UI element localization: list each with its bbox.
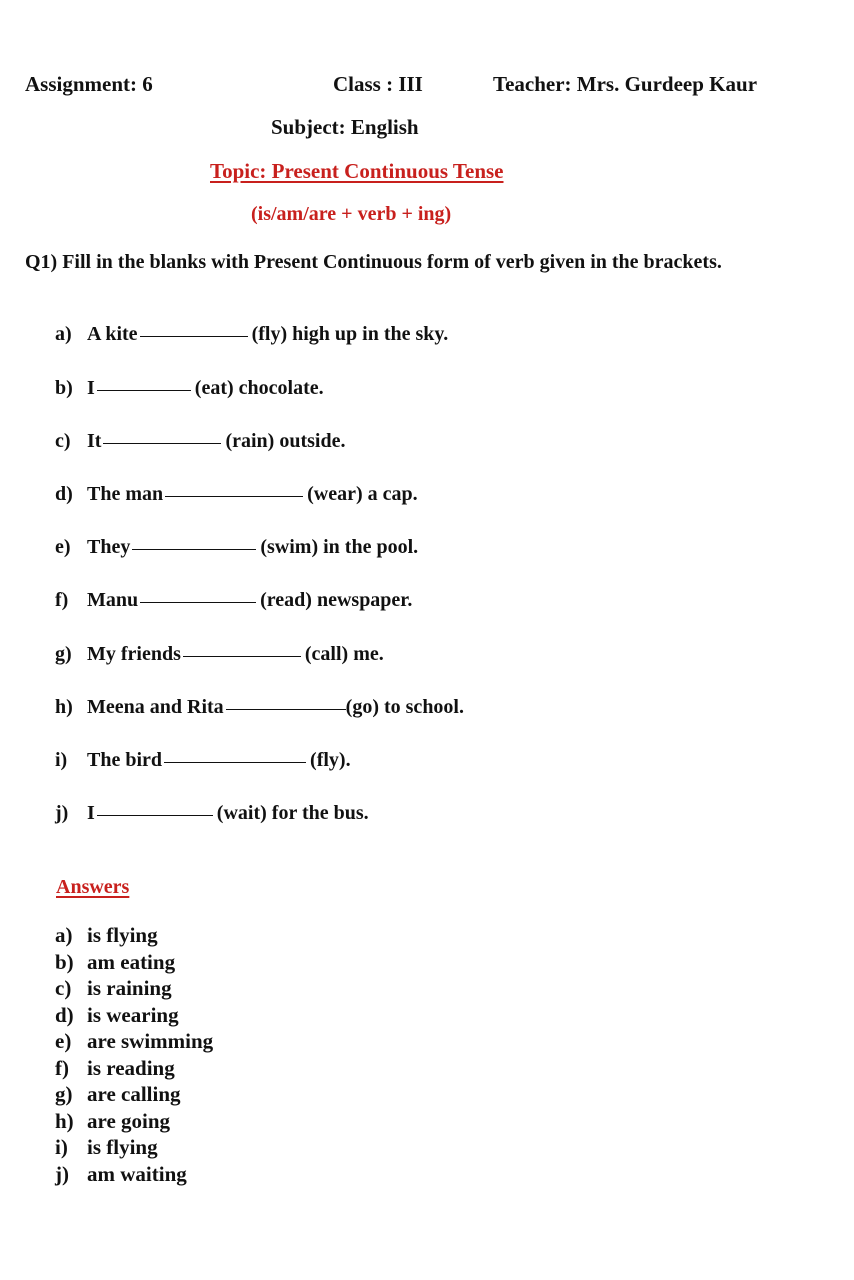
item-label: a): [55, 323, 72, 345]
answer-text: is wearing: [87, 1002, 179, 1027]
item-subject: My friends: [87, 643, 181, 665]
answer-blank[interactable]: [164, 761, 306, 763]
item-subject: I: [87, 802, 95, 824]
answers-heading: Answers: [56, 876, 130, 898]
item-subject: A kite: [87, 323, 138, 345]
answer-text: are swimming: [87, 1029, 214, 1053]
answer-text: are going: [87, 1108, 171, 1133]
answer-text: are calling: [87, 1082, 181, 1106]
item-label: j): [55, 802, 69, 824]
answer-blank[interactable]: [103, 442, 221, 444]
item-rest: (wait) for the bus.: [216, 802, 369, 824]
item-rest: (fly).: [310, 749, 351, 771]
question-item-d: [55, 483, 418, 506]
answer-label: j): [55, 1161, 69, 1186]
item-rest: (call) me.: [304, 643, 384, 665]
item-label: h): [55, 696, 73, 718]
item-subject: It: [87, 430, 102, 452]
question-item-a: [55, 323, 448, 346]
answer-item: [55, 922, 213, 949]
question-item-b: [55, 377, 324, 400]
item-subject: I: [87, 377, 95, 399]
item-subject: They: [87, 536, 131, 558]
item-label: d): [55, 483, 73, 505]
answer-text: is flying: [87, 1135, 158, 1159]
question-item-c: [55, 430, 345, 453]
item-label: g): [55, 643, 72, 665]
item-rest: (fly) high up in the sky.: [251, 323, 449, 345]
question-instructions: Q1) Fill in the blanks with Present Continuous form of verb given in the brackets.: [25, 251, 722, 273]
question-item-h: [55, 696, 464, 719]
answer-item: [55, 949, 213, 976]
answer-blank[interactable]: [97, 814, 213, 816]
answer-label: f): [55, 1055, 69, 1080]
teacher-name: Teacher: Mrs. Gurdeep Kaur: [493, 72, 758, 96]
answer-item: [55, 1161, 213, 1188]
answer-blank[interactable]: [183, 655, 301, 657]
item-label: e): [55, 536, 71, 558]
answer-text: is flying: [87, 923, 158, 947]
item-rest: (rain) outside.: [225, 430, 346, 452]
answer-label: a): [55, 923, 73, 947]
answer-label: e): [55, 1029, 72, 1053]
answer-item: [55, 1002, 213, 1029]
item-label: b): [55, 377, 73, 399]
tense-formula: (is/am/are + verb + ing): [251, 203, 452, 225]
topic-title: Topic: Present Continuous Tense: [210, 159, 504, 183]
item-subject: Meena and Rita: [87, 696, 224, 718]
item-label: i): [55, 749, 68, 771]
question-item-i: [55, 749, 351, 772]
answer-blank[interactable]: [165, 495, 303, 497]
answer-label: h): [55, 1108, 74, 1133]
answer-item: [55, 975, 213, 1002]
answer-label: c): [55, 976, 72, 1000]
answer-item: [55, 1108, 213, 1135]
question-item-e: [55, 536, 418, 559]
subject-label: Subject: English: [271, 115, 419, 139]
answer-text: is reading: [87, 1055, 175, 1080]
item-rest: (swim) in the pool.: [260, 536, 419, 558]
answer-label: d): [55, 1002, 74, 1027]
item-subject: Manu: [87, 589, 139, 611]
answer-label: i): [55, 1135, 68, 1159]
item-rest: (go) to school.: [345, 696, 464, 718]
answer-item: [55, 1028, 213, 1055]
answer-blank[interactable]: [140, 601, 256, 603]
answer-label: b): [55, 949, 74, 974]
item-label: f): [55, 589, 69, 611]
item-rest: (eat) chocolate.: [194, 377, 324, 399]
answer-item: [55, 1055, 213, 1082]
item-rest: (read) newspaper.: [260, 589, 413, 611]
answer-text: am eating: [87, 949, 176, 974]
item-subject: The man: [87, 483, 164, 505]
answer-text: is raining: [87, 976, 172, 1000]
item-subject: The bird: [87, 749, 163, 771]
class-label: Class : III: [333, 72, 423, 96]
answer-blank[interactable]: [132, 548, 256, 550]
answer-blank[interactable]: [97, 389, 191, 391]
answer-item: [55, 1134, 213, 1161]
item-label: c): [55, 430, 71, 452]
question-item-g: [55, 643, 384, 666]
answer-blank[interactable]: [226, 708, 346, 710]
answer-blank[interactable]: [140, 335, 248, 337]
answers-list: [55, 922, 213, 1187]
answer-text: am waiting: [87, 1161, 187, 1186]
item-rest: (wear) a cap.: [307, 483, 418, 505]
question-item-j: [55, 802, 369, 825]
answer-label: g): [55, 1082, 73, 1106]
assignment-number: Assignment: 6: [25, 72, 153, 96]
answer-item: [55, 1081, 213, 1108]
question-item-f: [55, 589, 412, 612]
